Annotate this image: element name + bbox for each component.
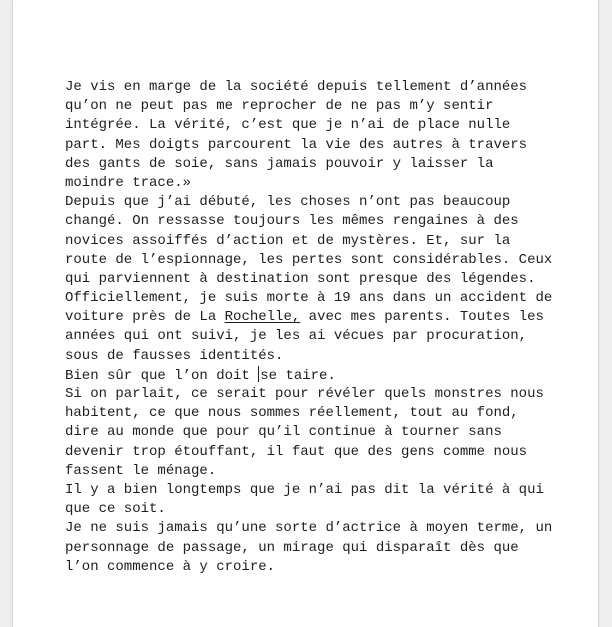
text-line: que ce soit. — [65, 501, 166, 518]
text-line: qu’on ne peut pas me reprocher de ne pas m’y sentir — [65, 98, 494, 115]
text-line: Depuis que j’ai débuté, les choses n’ont pas beaucoup — [65, 194, 511, 211]
spellcheck-underlined-word[interactable]: Rochelle, — [224, 309, 301, 326]
text-line: devenir trop étouffant, il faut que des gens comme nous — [65, 443, 528, 460]
text-line: Il y a bien longtemps que je n’ai pas dit la vérité à qui — [65, 481, 544, 498]
text-line: Je vis en marge de la société depuis tellement d’années — [65, 79, 528, 95]
text-line: dire au monde que pour qu’il continue à tourner sans — [65, 424, 502, 441]
text-line: intégrée. La vérité, c’est que je n’ai de place nulle — [65, 117, 511, 134]
text-line: sous de fausses identités. — [65, 347, 284, 364]
text-segment: voiture près de La — [65, 309, 225, 326]
text-line: fassent le ménage. — [65, 462, 217, 479]
text-line: années qui ont suivi, je les ai vécues par procuration, — [65, 328, 528, 345]
text-line: route de l’espionnage, les pertes sont considérables. Ceux — [65, 251, 553, 268]
text-line: des gants de soie, sans jamais pouvoir y laisser la — [65, 155, 494, 172]
text-line: Je ne suis jamais qu’une sorte d’actrice à moyen terme, un — [65, 520, 553, 537]
text-line: novices assoiffés d’action et de mystères. Et, sur la — [65, 232, 511, 249]
document-page — [12, 0, 599, 627]
text-line: Si on parlait, ce serait pour révéler quels monstres nous — [65, 386, 544, 402]
text-segment: Bien sûr que l’on doit — [65, 367, 259, 384]
text-line — [65, 366, 545, 385]
text-line: habitent, ce que nous sommes réellement, tout au fond, — [65, 405, 519, 422]
text-line — [65, 308, 545, 327]
text-line: part. Mes doigts parcourent la vie des autres à travers — [65, 136, 528, 153]
text-line: l’on commence à y croire. — [65, 558, 276, 575]
text-line: moindre trace.» — [65, 174, 192, 191]
text-segment: se taire. — [260, 367, 336, 384]
text-line: qui parviennent à destination sont presque des légendes. — [65, 270, 536, 287]
document-body[interactable] — [65, 78, 553, 577]
text-line: personnage de passage, un mirage qui disparaît dès que — [65, 539, 519, 556]
text-line: changé. On ressasse toujours les mêmes rengaines à des — [65, 213, 519, 230]
text-line: Officiellement, je suis morte à 19 ans dans un accident de — [65, 290, 553, 307]
text-segment: avec mes parents. Toutes les — [300, 309, 544, 326]
